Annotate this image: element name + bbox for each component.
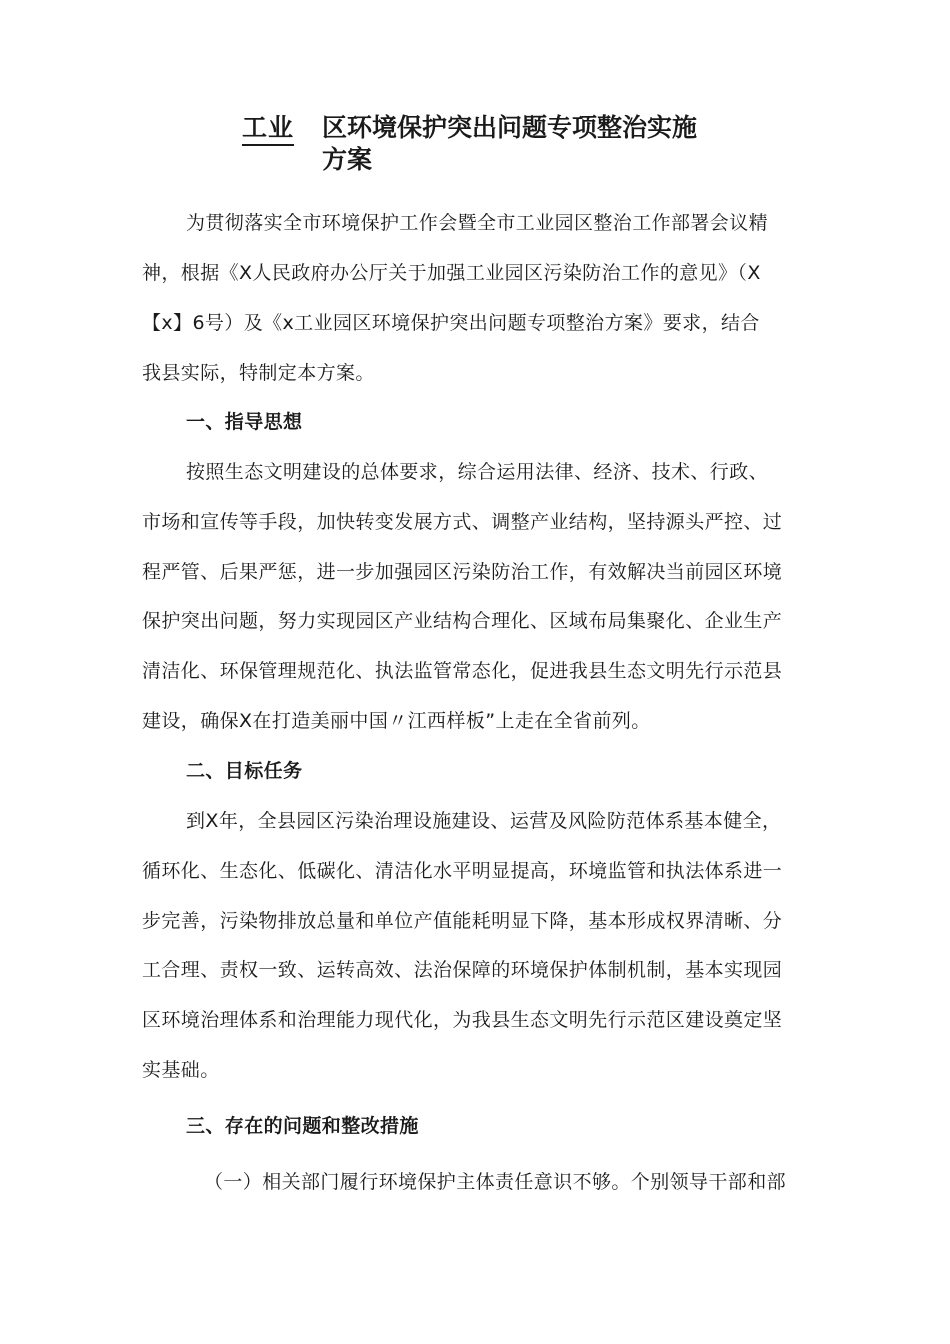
paragraph-line: 实基础。 — [142, 1059, 220, 1081]
paragraph-line: 建设，确保X在打造美丽中国〃江西样板”上走在全省前列。 — [142, 710, 651, 732]
section-heading: 二、目标任务 — [186, 760, 303, 782]
paragraph-line: （一）相关部门履行环境保护主体责任意识不够。个别领导干部和部 — [204, 1171, 787, 1193]
paragraph-line: 步完善，污染物排放总量和单位产值能耗明显下降，基本形成权界清晰、分 — [142, 910, 783, 932]
title-line-1: 区环境保护突出问题专项整治实施 — [322, 113, 698, 142]
paragraph-line: 区环境治理体系和治理能力现代化，为我县生态文明先行示范区建设奠定坚 — [142, 1009, 783, 1031]
title-line-2: 方案 — [322, 145, 373, 174]
paragraph-line: 保护突出问题，努力实现园区产业结构合理化、区域布局集聚化、企业生产 — [142, 610, 783, 632]
paragraph-line: 循环化、生态化、低碳化、清洁化水平明显提高，环境监管和执法体系进一 — [142, 860, 783, 882]
section-heading: 三、存在的问题和整改措施 — [186, 1115, 419, 1137]
paragraph-line: 清洁化、环保管理规范化、执法监管常态化，促进我县生态文明先行示范县 — [142, 660, 783, 682]
paragraph-line: 按照生态文明建设的总体要求，综合运用法律、经济、技术、行政、 — [186, 461, 769, 483]
intro-line: 【x】6号）及《x工业园区环境保护突出问题专项整治方案》要求，结合 — [142, 312, 760, 334]
title-part-1: 工业 — [242, 112, 294, 146]
document-title — [322, 112, 762, 176]
paragraph-line: 程严管、后果严惩，进一步加强园区污染防治工作，有效解决当前园区环境 — [142, 561, 783, 583]
paragraph-line: 工合理、责权一致、运转高效、法治保障的环境保护体制机制，基本实现园 — [142, 959, 783, 981]
intro-line: 我县实际，特制定本方案。 — [142, 362, 375, 384]
paragraph-line: 到X年，全县园区污染治理设施建设、运营及风险防范体系基本健全， — [186, 810, 782, 832]
intro-line: 为贯彻落实全市环境保护工作会暨全市工业园区整治工作部署会议精 — [186, 212, 769, 234]
intro-line: 神，根据《X人民政府办公厅关于加强工业园区污染防治工作的意见》（X — [142, 262, 761, 284]
paragraph-line: 市场和宣传等手段，加快转变发展方式、调整产业结构，坚持源头严控、过 — [142, 511, 783, 533]
section-heading: 一、指导思想 — [186, 411, 303, 433]
